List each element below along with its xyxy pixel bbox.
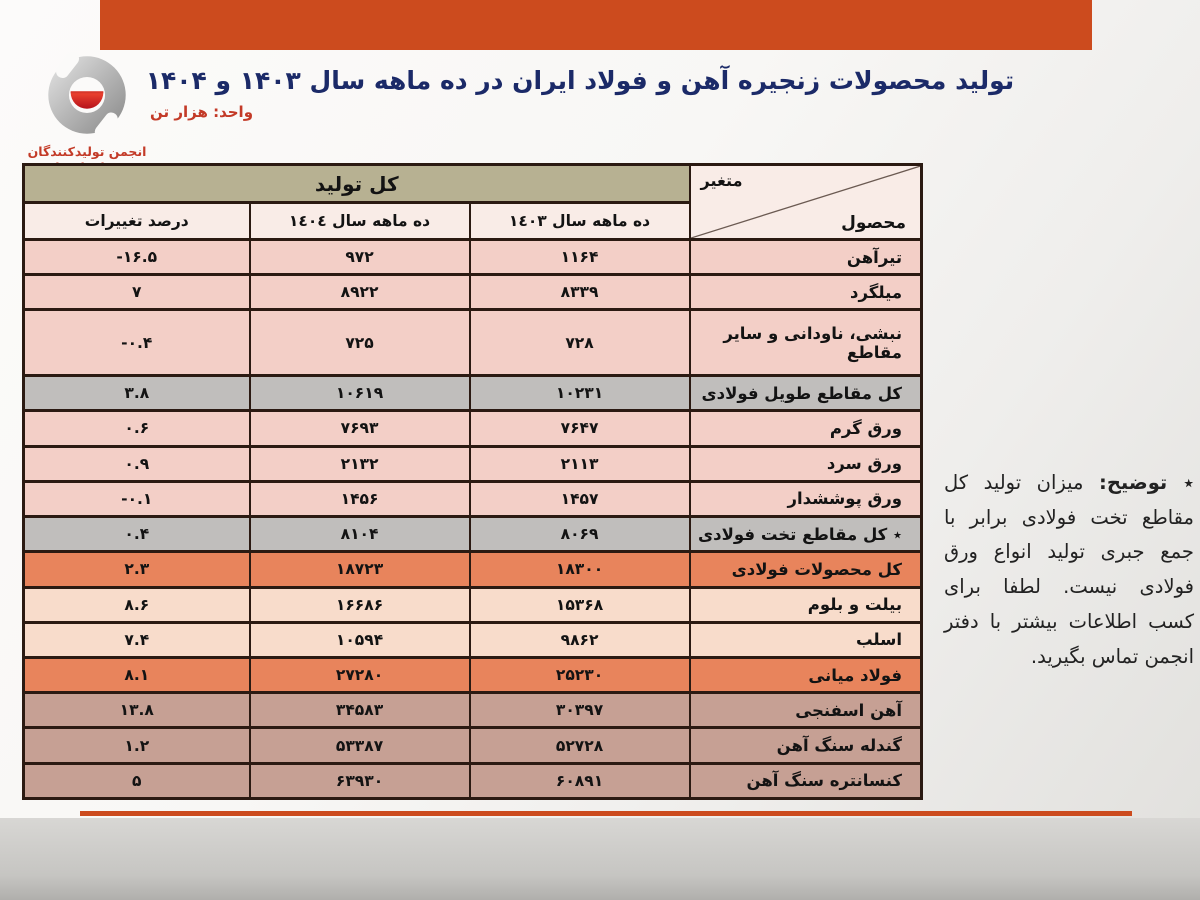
row-percent-change: ۸.۶ — [24, 587, 250, 622]
row-percent-change: ۲.۳ — [24, 552, 250, 587]
row-value-1404: ۵۳۳۸۷ — [250, 728, 470, 763]
row-product: فولاد میانی — [690, 658, 922, 693]
table-row — [24, 481, 922, 516]
row-value-1404: ۷۶۹۳ — [250, 411, 470, 446]
row-value-1404: ۱۰۶۱۹ — [250, 376, 470, 411]
note-text — [944, 466, 1194, 674]
top-accent-bar — [100, 0, 1092, 50]
row-value-1403: ۲۱۱۳ — [470, 446, 690, 481]
row-value-1403: ۱۴۵۷ — [470, 481, 690, 516]
row-percent-change: ۱۳.۸ — [24, 693, 250, 728]
row-value-1403: ۳۰۳۹۷ — [470, 693, 690, 728]
row-value-1404: ۷۲۵ — [250, 310, 470, 376]
row-value-1403: ۷۲۸ — [470, 310, 690, 376]
table-row — [24, 587, 922, 622]
production-table — [22, 163, 923, 800]
bottom-gray-band — [0, 818, 1200, 900]
group-header-total-production: کل تولید — [24, 165, 690, 203]
page-title: تولید محصولات زنجیره آهن و فولاد ایران در ده ماهه سال ۱۴۰۳ و ۱۴۰۴ — [145, 66, 1015, 95]
row-product: آهن اسفنجی — [690, 693, 922, 728]
row-percent-change: -۱۶.۵ — [24, 240, 250, 275]
row-product: گندله سنگ آهن — [690, 728, 922, 763]
table-row-total — [24, 552, 922, 587]
row-value-1404: ۱۴۵۶ — [250, 481, 470, 516]
row-percent-change: ۰.۶ — [24, 411, 250, 446]
table-row — [24, 728, 922, 763]
row-product: ورق گرم — [690, 411, 922, 446]
row-value-1404: ۹۷۲ — [250, 240, 470, 275]
row-value-1403: ۲۵۲۳۰ — [470, 658, 690, 693]
row-value-1403: ۸۰۶۹ — [470, 517, 690, 552]
row-value-1403: ۱۵۳۶۸ — [470, 587, 690, 622]
row-percent-change: ۰.۴ — [24, 517, 250, 552]
column-header-1403: ده ماهه سال ١٤٠٣ — [470, 203, 690, 240]
column-header-percent-change: درصد تغییرات — [24, 203, 250, 240]
row-value-1404: ۱۶۶۸۶ — [250, 587, 470, 622]
unit-label: واحد: هزار تن — [150, 103, 254, 121]
row-percent-change: -۰.۴ — [24, 310, 250, 376]
table-row — [24, 622, 922, 657]
table-row — [24, 240, 922, 275]
row-value-1403: ۱۰۲۳۱ — [470, 376, 690, 411]
row-product: ورق سرد — [690, 446, 922, 481]
row-value-1403: ۱۸۳۰۰ — [470, 552, 690, 587]
row-product: میلگرد — [690, 275, 922, 310]
row-value-1403: ۷۶۴۷ — [470, 411, 690, 446]
corner-header-cell — [690, 165, 922, 240]
row-value-1404: ۱۸۷۲۳ — [250, 552, 470, 587]
table-row — [24, 763, 922, 798]
row-value-1403: ۸۳۳۹ — [470, 275, 690, 310]
row-product: کنسانتره سنگ آهن — [690, 763, 922, 798]
row-value-1403: ۱۱۶۴ — [470, 240, 690, 275]
row-percent-change: ۳.۸ — [24, 376, 250, 411]
row-percent-change: ۷ — [24, 275, 250, 310]
logo-caption-line1: انجمن تولیدکنندگان — [27, 144, 147, 159]
table-row — [24, 446, 922, 481]
row-value-1404: ۲۱۳۲ — [250, 446, 470, 481]
table-row — [24, 275, 922, 310]
bottom-divider — [80, 811, 1132, 816]
row-percent-change: ۵ — [24, 763, 250, 798]
row-value-1403: ۵۲۷۲۸ — [470, 728, 690, 763]
production-table-wrapper — [22, 163, 923, 800]
table-row — [24, 693, 922, 728]
table-row — [24, 411, 922, 446]
table-row-total — [24, 658, 922, 693]
row-product: ٭ کل مقاطع تخت فولادی — [690, 517, 922, 552]
table-row-subtotal — [24, 517, 922, 552]
row-value-1403: ۶۰۸۹۱ — [470, 763, 690, 798]
row-product: اسلب — [690, 622, 922, 657]
row-value-1404: ۶۳۹۳۰ — [250, 763, 470, 798]
table-row-subtotal — [24, 376, 922, 411]
column-header-1404: ده ماهه سال ١٤٠٤ — [250, 203, 470, 240]
row-product: کل محصولات فولادی — [690, 552, 922, 587]
steel-association-ladle-swirl-icon — [41, 123, 133, 142]
row-percent-change: ۷.۴ — [24, 622, 250, 657]
row-percent-change: ۰.۹ — [24, 446, 250, 481]
note-label: ٭ توضیح: — [1099, 471, 1194, 494]
table-header-row-1 — [24, 165, 922, 203]
row-product: کل مقاطع طویل فولادی — [690, 376, 922, 411]
row-percent-change: -۰.۱ — [24, 481, 250, 516]
row-value-1404: ۸۱۰۴ — [250, 517, 470, 552]
row-value-1403: ۹۸۶۲ — [470, 622, 690, 657]
row-product: نبشی، ناودانی و سایر مقاطع — [690, 310, 922, 376]
corner-label-variable: متغیر — [700, 171, 743, 190]
row-value-1404: ۸۹۲۲ — [250, 275, 470, 310]
row-value-1404: ۳۴۵۸۳ — [250, 693, 470, 728]
note-body: میزان تولید کل مقاطع تخت فولادی برابر با جمع جبری تولید انواع ورق فولادی نیست. لطفا برای کسب اطلاعات بیشتر با دفتر انجمن تماس بگیرید. — [944, 471, 1194, 668]
row-product: تیرآهن — [690, 240, 922, 275]
row-product: بیلت و بلوم — [690, 587, 922, 622]
row-value-1404: ۱۰۵۹۴ — [250, 622, 470, 657]
row-product: ورق پوششدار — [690, 481, 922, 516]
row-percent-change: ۱.۲ — [24, 728, 250, 763]
logo — [26, 52, 148, 175]
corner-label-product: محصول — [841, 213, 907, 233]
row-value-1404: ۲۷۲۸۰ — [250, 658, 470, 693]
table-row — [24, 310, 922, 376]
row-percent-change: ۸.۱ — [24, 658, 250, 693]
